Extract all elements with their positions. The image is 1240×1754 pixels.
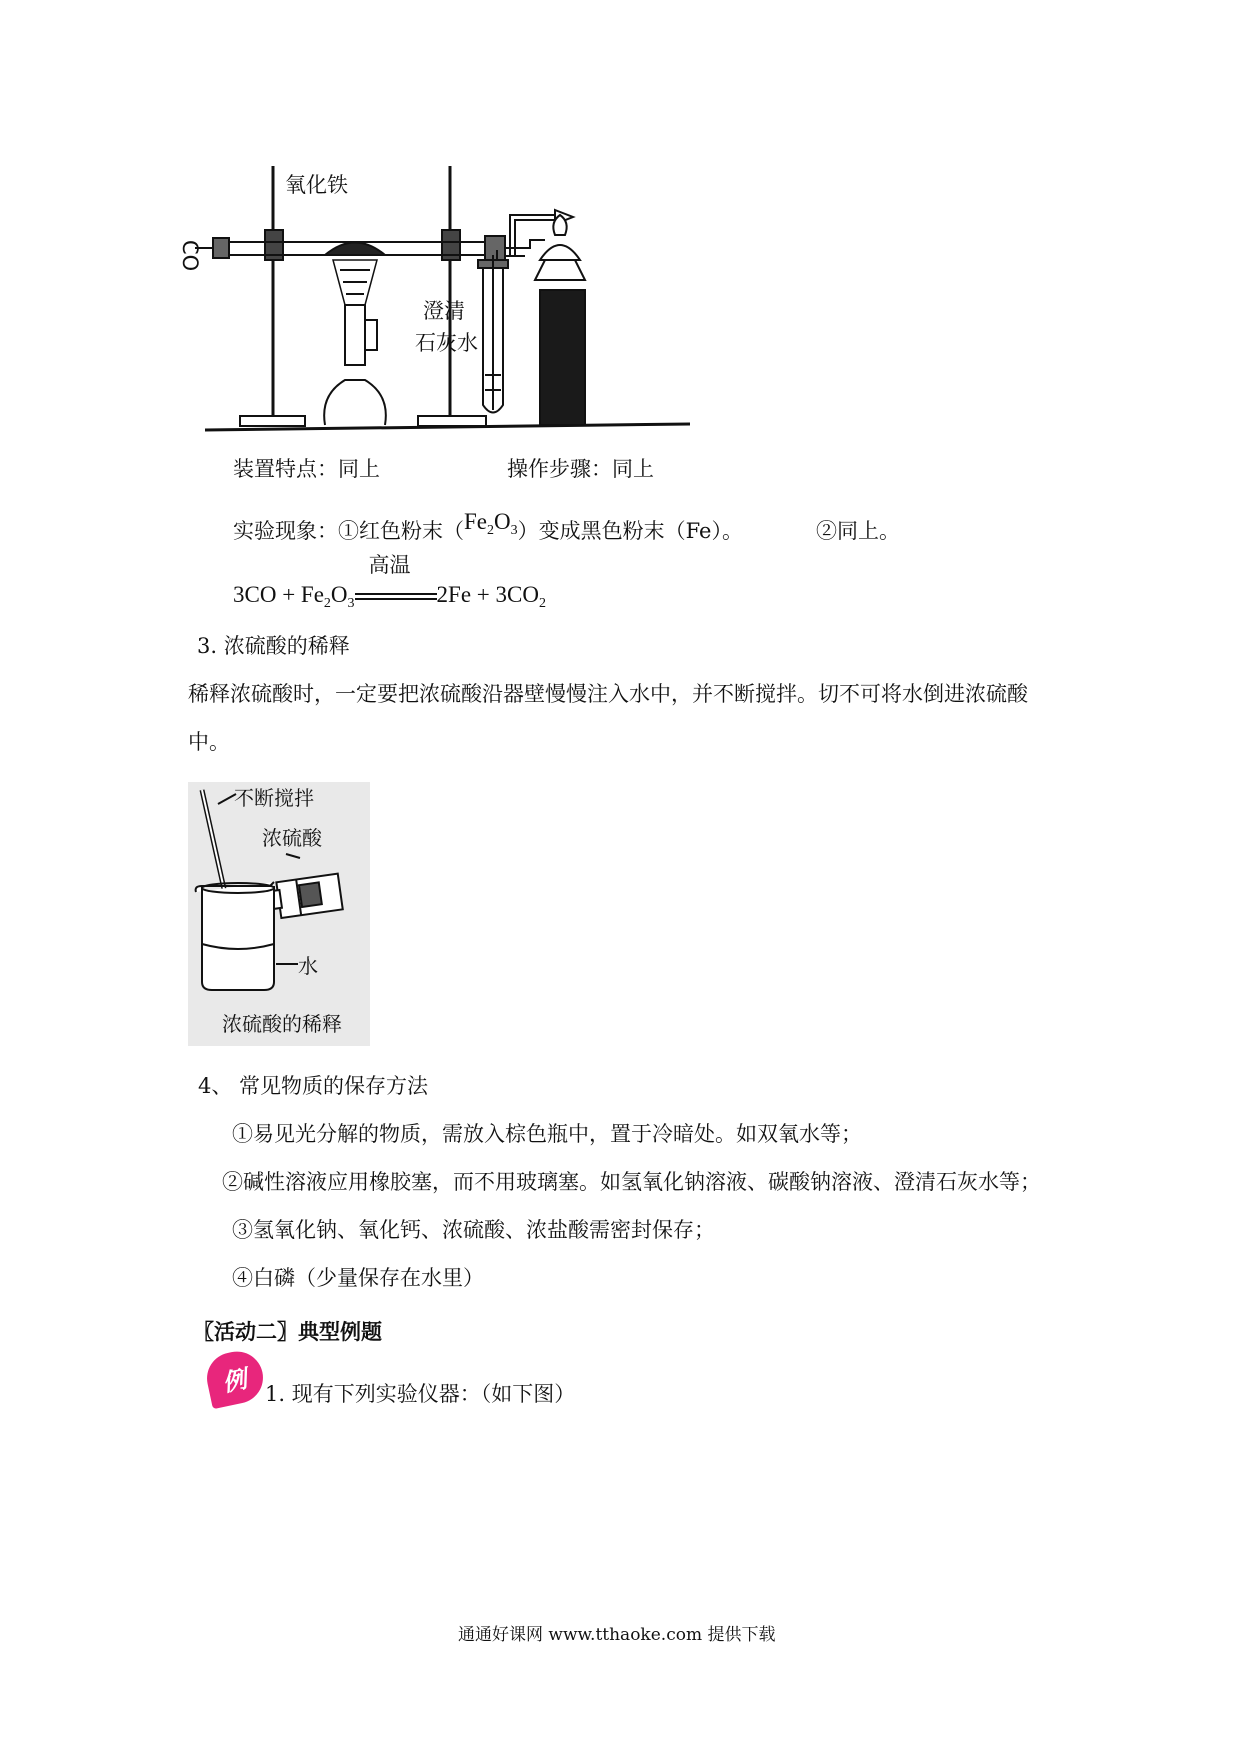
phenomenon-item2: ②同上。 [816,519,900,543]
phenomenon-prefix: 实验现象：①红色粉末（ [233,519,464,543]
example-badge [202,1347,268,1410]
storage-item: ③氢氧化钠、氧化钙、浓硫酸、浓盐酸需密封保存； [232,1218,715,1242]
example-text: 1. 现有下列实验仪器：（如下图） [265,1382,576,1406]
storage-item: ①易见光分解的物质，需放入棕色瓶中，置于冷暗处。如双氧水等； [232,1122,862,1146]
reaction-condition-arrow [355,552,437,607]
phenomenon-fe: Fe [464,509,487,534]
section4-title: 4、 常见物质的保存方法 [198,1074,429,1098]
label-water: 水 [298,954,318,978]
equation-condition: 高温 [368,552,411,577]
activity2-title: 〖活动二〗典型例题 [193,1319,382,1344]
label-acid: 浓硫酸 [262,826,322,850]
section3-title: 3. 浓硫酸的稀释 [197,634,350,658]
label-stir: 不断搅拌 [234,786,314,810]
page-footer: 通通好课网 www.tthaoke.com 提供下载 [458,1625,776,1645]
equation-right-a: 2Fe + 3CO [436,582,539,607]
operation-steps: 操作步骤：同上 [507,457,654,481]
label-iron-oxide: 氧化铁 [285,173,348,197]
equation-left-sub2: 2 [323,596,331,611]
device-features: 装置特点：同上 [233,457,380,481]
label-limewater-1: 澄清 [423,299,465,323]
figure-caption: 浓硫酸的稀释 [222,1012,342,1036]
label-co: CO [178,240,202,272]
chemical-equation [233,552,546,612]
equation-left-a: 3CO + Fe [233,582,324,607]
phenomenon-suffix: ）变成黑色粉末（Fe）。 [517,519,743,543]
phenomenon-o: O [494,509,511,534]
phenomenon-sub3: 3 [510,523,518,538]
example-badge-label: 例 [219,1364,250,1398]
equation-left-sub3: 3 [347,596,355,611]
equation-right-sub2: 2 [538,596,546,611]
section3-line1: 稀释浓硫酸时，一定要把浓硫酸沿器壁慢慢注入水中，并不断搅拌。切不可将水倒进浓硫酸 [188,682,1028,706]
storage-item: ④白磷（少量保存在水里） [232,1266,484,1290]
storage-item: ②碱性溶液应用橡胶塞，而不用玻璃塞。如氢氧化钠溶液、碳酸钠溶液、澄清石灰水等； [222,1170,1041,1194]
iron-oxide-reduction-apparatus [178,160,705,440]
label-limewater-2: 石灰水 [415,331,478,355]
phenomenon-sub2: 2 [487,523,494,538]
sulfuric-acid-dilution-figure [188,782,370,1046]
section3-line2: 中。 [188,730,230,754]
equation-left-b: O [330,582,348,607]
experiment-phenomenon [233,509,743,554]
